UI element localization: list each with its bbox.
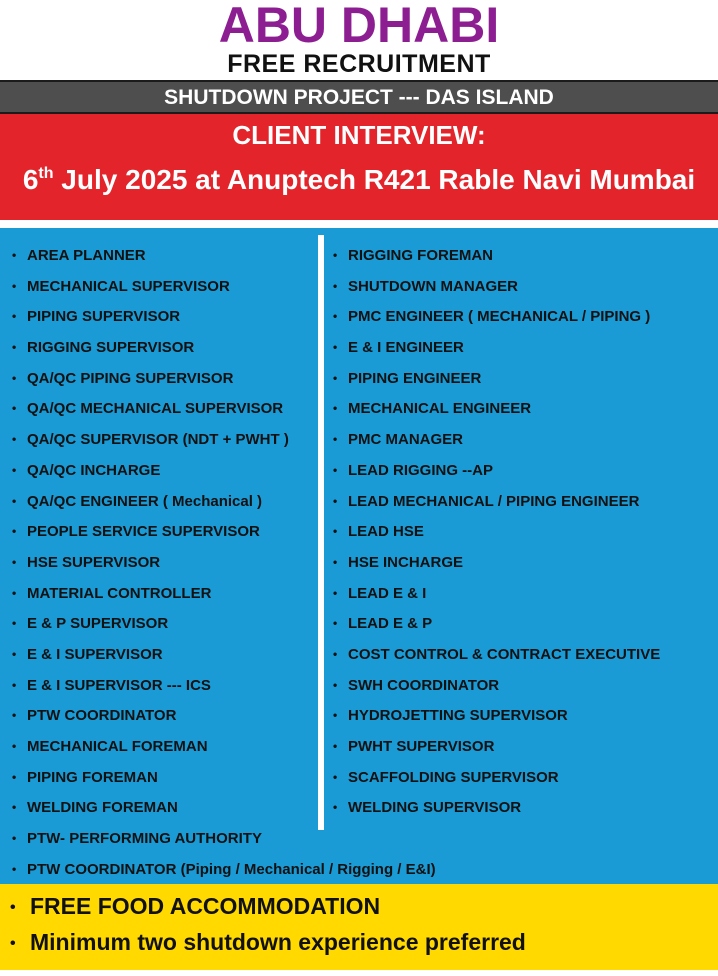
- positions-right-column: [333, 245, 660, 828]
- bullet-icon: •: [12, 769, 17, 784]
- bullet-icon: •: [12, 861, 17, 876]
- bullet-icon: •: [12, 616, 17, 631]
- bullet-icon: •: [12, 677, 17, 692]
- bullet-icon: •: [12, 554, 17, 569]
- bullet-icon: •: [12, 646, 17, 661]
- bullet-icon: •: [12, 462, 17, 477]
- bullet-icon: •: [333, 677, 338, 692]
- position-label: MECHANICAL ENGINEER: [348, 400, 532, 418]
- position-label: WELDING SUPERVISOR: [348, 799, 522, 817]
- position-label: E & I SUPERVISOR: [27, 645, 163, 663]
- position-item: [333, 705, 660, 736]
- position-label: PTW COORDINATOR (Piping / Mechanical / Rigging / E&I): [27, 860, 436, 878]
- bullet-icon: •: [12, 370, 17, 385]
- position-label: WELDING FOREMAN: [27, 799, 178, 817]
- position-label: LEAD MECHANICAL / PIPING ENGINEER: [348, 492, 640, 510]
- bullet-icon: •: [333, 739, 338, 753]
- bullet-icon: •: [10, 935, 16, 952]
- position-label: PMC MANAGER: [348, 431, 463, 449]
- bullet-icon: •: [12, 278, 17, 293]
- position-label: QA/QC ENGINEER ( Mechanical ): [27, 492, 263, 510]
- position-item: [333, 613, 660, 644]
- bullet-icon: •: [333, 554, 338, 569]
- position-label: QA/QC INCHARGE: [27, 461, 161, 479]
- position-item: [333, 306, 660, 337]
- position-item: [333, 245, 660, 276]
- interview-details: [0, 164, 718, 201]
- position-label: SHUTDOWN MANAGER: [348, 277, 518, 295]
- position-label: PTW COORDINATOR: [27, 707, 177, 725]
- bullet-icon: •: [333, 646, 338, 661]
- position-item: [333, 552, 660, 583]
- position-label: PIPING ENGINEER: [348, 369, 482, 387]
- bullet-icon: •: [333, 493, 338, 508]
- position-item: [333, 521, 660, 552]
- bullet-icon: •: [333, 524, 338, 539]
- position-label: E & P SUPERVISOR: [27, 615, 169, 633]
- position-label: MECHANICAL SUPERVISOR: [27, 277, 230, 295]
- bullet-icon: •: [12, 800, 17, 815]
- position-item: [333, 583, 660, 614]
- position-label: QA/QC SUPERVISOR (NDT + PWHT ): [27, 431, 289, 449]
- bullet-icon: •: [333, 769, 338, 784]
- benefits-panel: [0, 884, 718, 970]
- position-label: QA/QC MECHANICAL SUPERVISOR: [27, 400, 284, 418]
- bullet-icon: •: [333, 462, 338, 477]
- position-item: [333, 675, 660, 706]
- position-label: LEAD E & I: [348, 584, 427, 602]
- page-title: ABU DHABI: [218, 0, 500, 53]
- bullet-icon: •: [333, 708, 338, 723]
- bullet-icon: •: [12, 739, 17, 753]
- bullet-icon: •: [333, 616, 338, 631]
- position-label: QA/QC PIPING SUPERVISOR: [27, 369, 234, 387]
- position-label: SCAFFOLDING SUPERVISOR: [348, 768, 559, 786]
- position-label: PIPING FOREMAN: [27, 768, 158, 786]
- position-item: [333, 767, 660, 798]
- benefit-label: FREE FOOD ACCOMMODATION: [30, 893, 381, 919]
- position-label: PIPING SUPERVISOR: [27, 308, 181, 326]
- position-label: MATERIAL CONTROLLER: [27, 584, 212, 602]
- bullet-icon: •: [10, 899, 16, 916]
- header: [0, 0, 718, 80]
- bullet-icon: •: [12, 831, 17, 846]
- bullet-icon: •: [12, 401, 17, 416]
- position-label: RIGGING FOREMAN: [348, 247, 493, 264]
- position-label: LEAD RIGGING --AP: [348, 461, 493, 479]
- position-label: SWH COORDINATOR: [348, 676, 500, 694]
- position-label: HYDROJETTING SUPERVISOR: [348, 707, 568, 725]
- bullet-icon: •: [333, 309, 338, 324]
- position-item: [12, 828, 436, 859]
- footer-strip: [0, 970, 718, 976]
- interview-details-text: July 2025 at Anuptech R421 Rable Navi Mumbai: [53, 164, 696, 195]
- bullet-icon: •: [12, 708, 17, 723]
- position-label: AREA PLANNER: [27, 247, 146, 264]
- bullet-icon: •: [333, 278, 338, 293]
- position-item: [333, 337, 660, 368]
- bullet-icon: •: [12, 248, 17, 262]
- position-item: [333, 491, 660, 522]
- position-item: [333, 736, 660, 767]
- position-label: PTW- PERFORMING AUTHORITY: [27, 830, 262, 848]
- bullet-icon: •: [333, 800, 338, 815]
- bullet-icon: •: [333, 248, 338, 262]
- position-item: [333, 368, 660, 399]
- position-label: RIGGING SUPERVISOR: [27, 339, 195, 357]
- bullet-icon: •: [12, 309, 17, 324]
- page-subtitle: FREE RECRUITMENT: [227, 50, 491, 78]
- bullet-icon: •: [333, 370, 338, 385]
- interview-banner: [0, 114, 718, 220]
- bullet-icon: •: [333, 401, 338, 416]
- position-item: [333, 398, 660, 429]
- position-item: [333, 276, 660, 307]
- position-label: LEAD E & P: [348, 615, 433, 633]
- benefit-label: Minimum two shutdown experience preferred: [30, 929, 526, 955]
- position-label: E & I SUPERVISOR --- ICS: [27, 676, 211, 694]
- project-bar-text: SHUTDOWN PROJECT --- DAS ISLAND: [164, 86, 554, 109]
- position-label: HSE SUPERVISOR: [27, 553, 161, 571]
- position-label: PEOPLE SERVICE SUPERVISOR: [27, 523, 260, 541]
- bullet-icon: •: [12, 585, 17, 600]
- position-item: [333, 644, 660, 675]
- position-label: PMC ENGINEER ( MECHANICAL / PIPING ): [348, 308, 651, 326]
- bullet-icon: •: [333, 432, 338, 447]
- position-label: MECHANICAL FOREMAN: [27, 738, 208, 755]
- bullet-icon: •: [12, 524, 17, 539]
- bullet-icon: •: [12, 340, 17, 355]
- bullet-icon: •: [12, 493, 17, 508]
- position-item: [333, 429, 660, 460]
- position-item: [333, 797, 660, 828]
- interview-day-suffix: th: [38, 165, 54, 182]
- position-item: [333, 460, 660, 491]
- position-label: PWHT SUPERVISOR: [348, 738, 495, 755]
- position-label: LEAD HSE: [348, 523, 424, 541]
- position-label: HSE INCHARGE: [348, 553, 464, 571]
- benefit-item: [10, 928, 526, 958]
- position-label: COST CONTROL & CONTRACT EXECUTIVE: [348, 645, 661, 663]
- bullet-icon: •: [333, 585, 338, 600]
- position-label: E & I ENGINEER: [348, 339, 464, 357]
- project-bar: [0, 80, 718, 114]
- bullet-icon: •: [333, 340, 338, 355]
- bullet-icon: •: [12, 432, 17, 447]
- interview-heading: CLIENT INTERVIEW:: [232, 120, 486, 150]
- benefit-item: [10, 892, 380, 922]
- interview-day: 6: [22, 164, 39, 195]
